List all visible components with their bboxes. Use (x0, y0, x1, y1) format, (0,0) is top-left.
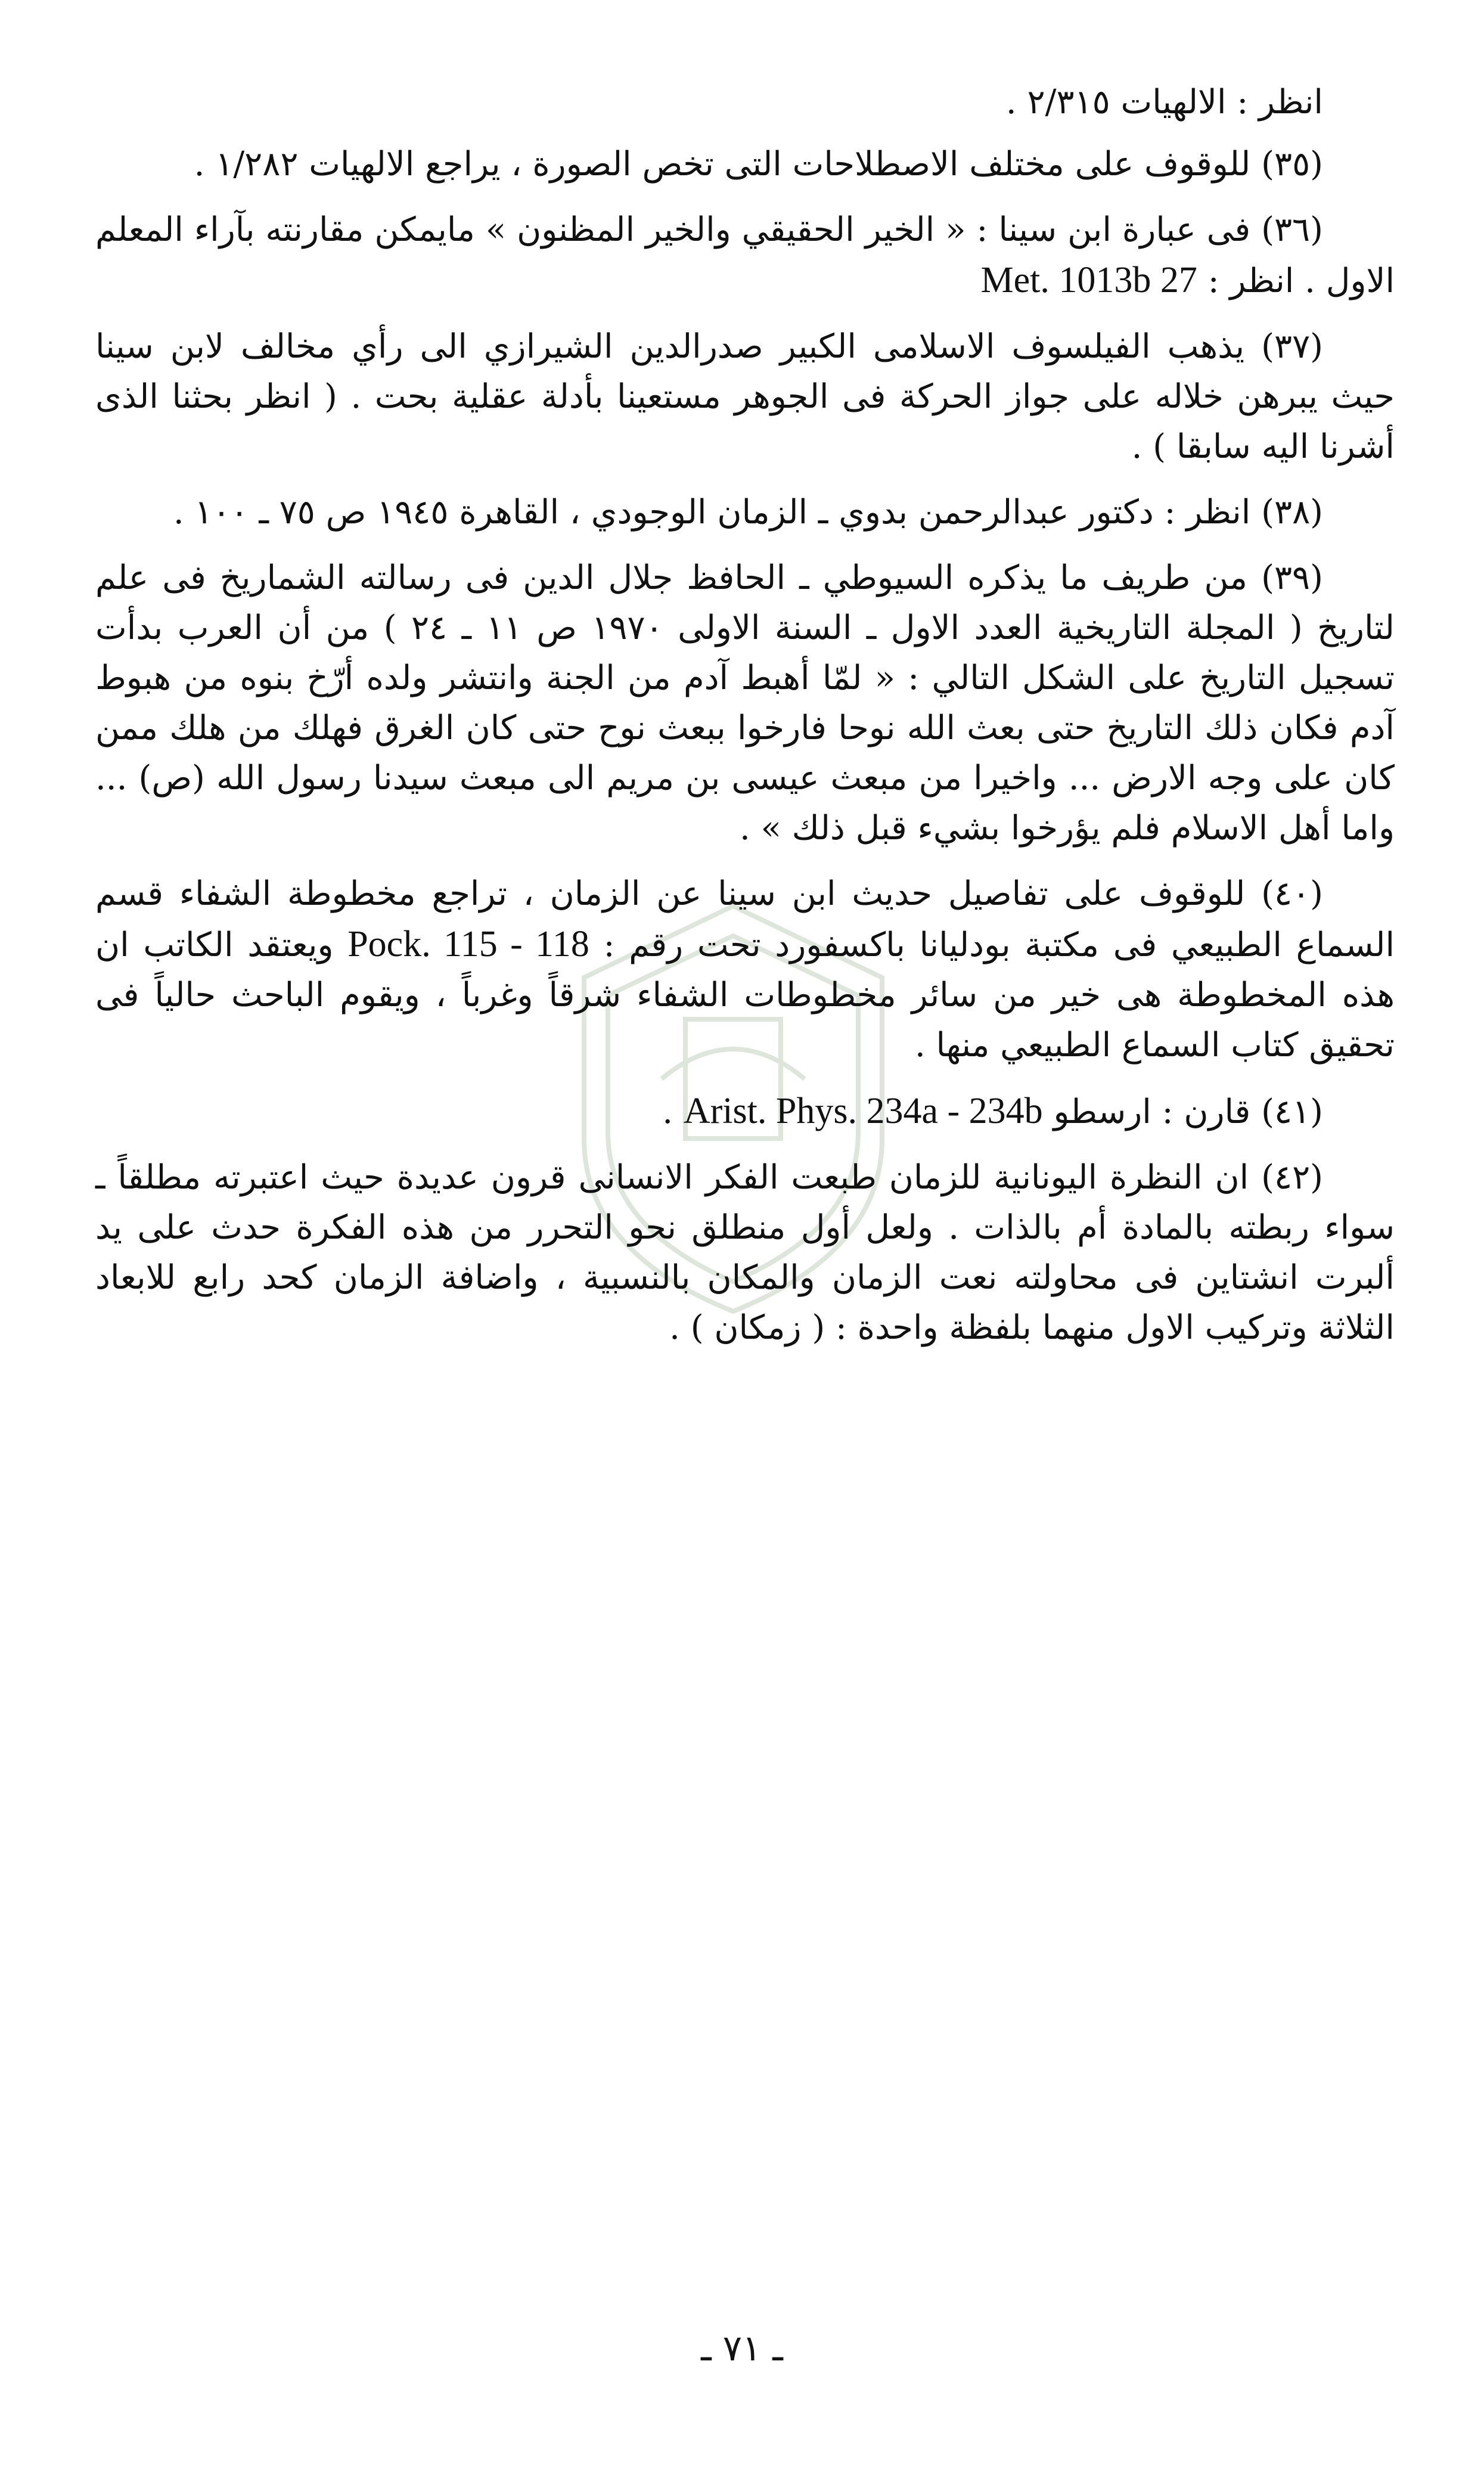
footnote-38: (٣٨) انظر : دكتور عبدالرحمن بدوي ـ الزمان الوجودي ، القاهرة ١٩٤٥ ص ٧٥ ـ ١٠٠ . (173, 493, 1323, 532)
latin-reference: Pock. 115 - 118 (347, 924, 589, 964)
latin-reference: Met. 1013b 27 (980, 260, 1197, 300)
latin-reference: Arist. Phys. 234a - 234b (683, 1091, 1043, 1131)
footnote-42: (٤٢) ان النظرة اليونانية للزمان طبعت الفكر الانسانى قرون عديدة حيث اعتبرته مطلقاً ـ سواء ربطته بالمادة أم بالذات . ولعل أول منطلق نحو التحرر من هذه الفكرة حدث على يد ألبرت انشتاين فى محاولته نعت الزمان والمكان بالنسبية ، واضافة الزمان كحد رابع للابعاد الثلاثة وتركيب الاول منهما بلفظة واحدة : ( زمكان ) . (95, 1158, 1395, 1347)
footnote-41: (٤١) قارن : ارسطو Arist. Phys. 234a - 234b . (662, 1091, 1323, 1131)
page-number: ـ ٧١ ـ (701, 2328, 783, 2369)
footnote-36: (٣٦) فى عبارة ابن سينا : « الخير الحقيقي والخير المظنون » مايمكن مقارنته بآراء المعلم الاول . انظر : Met. 1013b 27 (95, 210, 1395, 300)
footnote-40: (٤٠) للوقوف على تفاصيل حديث ابن سينا عن الزمان ، تراجع مخطوطة الشفاء قسم السماع الطبيعي فى مكتبة بودليانا باكسفورد تحت رقم : Pock. 115 - 118 ويعتقد الكاتب ان هذه المخطوطة هى خير من سائر مخطوطات الشفاء شرقاً وغرباً ، ويقوم الباحث حالياً فى تحقيق كتاب السماع الطبيعي منها . (95, 874, 1395, 1065)
footnote-continuation: انظر : الالهيات ٢/٣١٥ . (1005, 83, 1323, 122)
footnotes-block (95, 77, 1395, 1369)
footnote-35: (٣٥) للوقوف على مختلف الاصطلاحات التى تخص الصورة ، يراجع الالهيات ١/٢٨٢ . (194, 145, 1323, 184)
footnote-39: (٣٩) من طريف ما يذكره السيوطي ـ الحافظ جلال الدين فى رسالته الشماريخ فى علم لتاريخ ( المجلة التاريخية العدد الاول ـ السنة الاولى ١٩٧٠ ص ١١ ـ ٢٤ ) من أن العرب بدأت تسجيل التاريخ على الشكل التالي : « لمّا أهبط آدم من الجنة وانتشر ولده أرّخ بنوه من هبوط آدم فكان ذلك التاريخ حتى بعث الله نوحا فارخوا ببعث نوح حتى كان الغرق فهلك من هلك ممن كان على وجه الارض ... واخيرا من مبعث عيسى بن مريم الى مبعث سيدنا رسول الله (ص) ... واما أهل الاسلام فلم يؤرخوا بشيء قبل ذلك » . (95, 559, 1395, 848)
footnote-37: (٣٧) يذهب الفيلسوف الاسلامى الكبير صدرالدين الشيرازي الى رأي مخالف لابن سينا حيث يبرهن خلاله على جواز الحركة فى الجوهر مستعينا بأدلة عقلية بحت . ( انظر بحثنا الذى أشرنا اليه سابقا ) . (95, 327, 1395, 466)
